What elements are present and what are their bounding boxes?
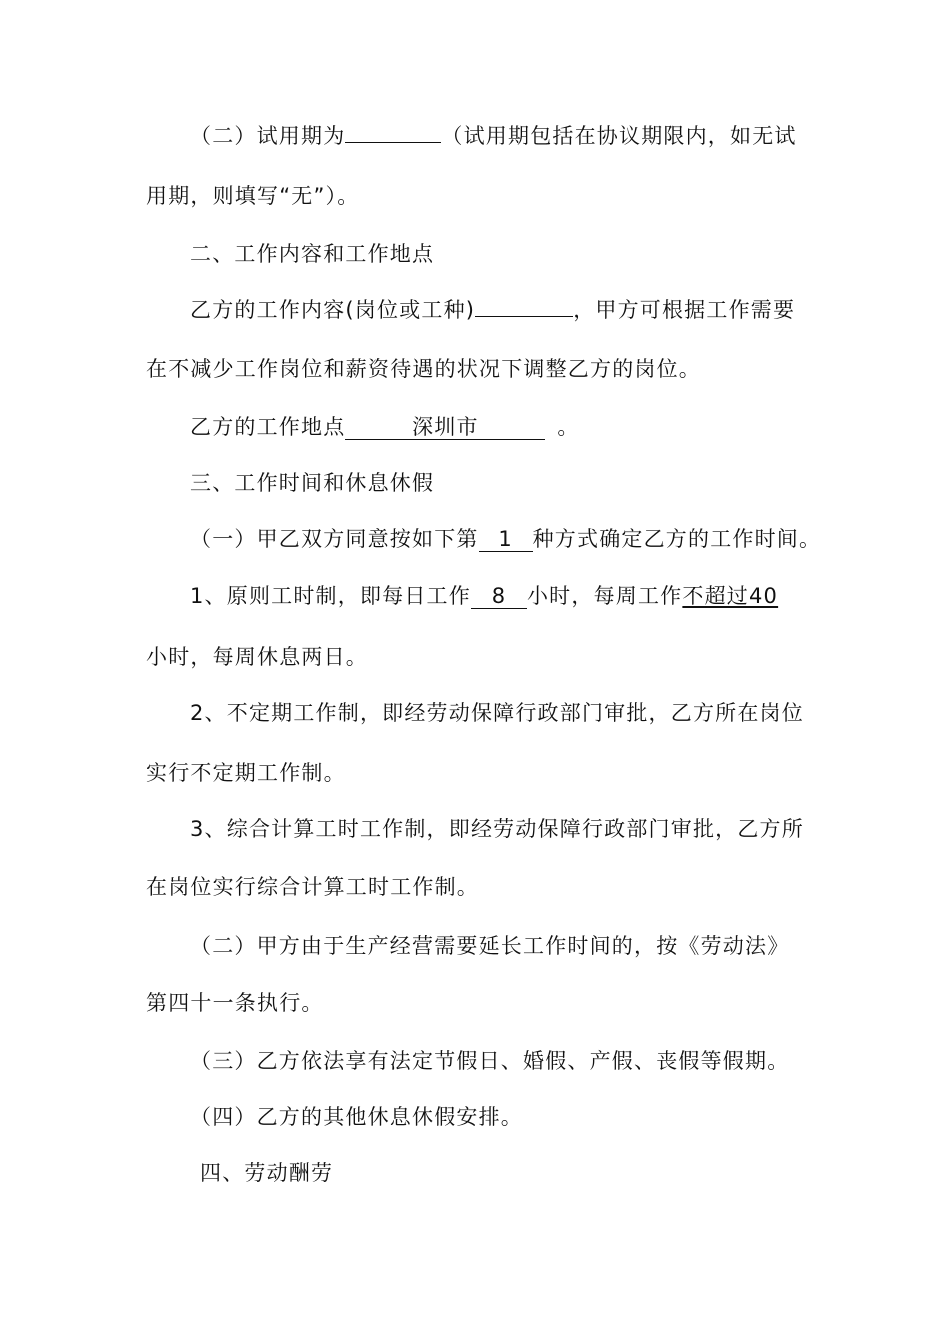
work-content-cont: 在不减少工作岗位和薪资待遇的状况下调整乙方的岗位。 [146, 357, 701, 381]
irregular-hours-cont: 实行不定期工作制。 [146, 761, 346, 785]
overtime-line: （二）甲方由于生产经营需要延长工作时间的，按《劳动法》 [190, 934, 790, 958]
standard-hours-label: 1、原则工时制，即每日工作 [190, 584, 471, 608]
work-time-method-label: （一）甲乙双方同意按如下第 [190, 527, 479, 551]
work-content-line [190, 296, 795, 324]
irregular-hours-line: 2、不定期工作制，即经劳动保障行政部门审批，乙方所在岗位 [190, 701, 804, 725]
probation-note: （试用期包括在协议期限内，如无试 [441, 124, 797, 148]
probation-note-cont: 用期，则填写“无”）。 [146, 184, 360, 208]
work-location-line [190, 413, 580, 441]
section-heading-work-time: 三、工作时间和休息休假 [190, 471, 435, 495]
section-heading-work-content: 二、工作内容和工作地点 [190, 242, 435, 266]
statutory-holidays-line: （三）乙方依法享有法定节假日、婚假、产假、丧假等假期。 [190, 1049, 790, 1073]
work-location-end: 。 [557, 415, 580, 439]
work-content-note: ，甲方可根据工作需要 [573, 298, 796, 322]
work-content-label: 乙方的工作内容(岗位或工种) [190, 298, 476, 322]
comprehensive-hours-line: 3、综合计算工时工作制，即经劳动保障行政部门审批，乙方所 [190, 817, 804, 841]
probation-line [190, 122, 797, 150]
work-location-label: 乙方的工作地点 [190, 415, 346, 439]
other-leave-line: （四）乙方的其他休息休假安排。 [190, 1105, 523, 1129]
work-time-method-note: 种方式确定乙方的工作时间。 [532, 527, 822, 551]
section-heading-remuneration: 四、劳动酬劳 [200, 1161, 334, 1185]
daily-hours-value: 8 [471, 584, 527, 609]
weekly-hours-value: 不超过40 [682, 584, 779, 608]
weekly-label: 小时，每周工作 [526, 584, 683, 608]
standard-hours-line [190, 582, 778, 610]
standard-hours-cont: 小时，每周休息两日。 [146, 645, 368, 669]
overtime-cont: 第四十一条执行。 [146, 991, 324, 1015]
work-content-blank [475, 316, 573, 317]
probation-label: （二）试用期为 [190, 124, 346, 148]
work-time-method-choice: 1 [479, 527, 533, 552]
work-location-value: 深圳市 [345, 415, 545, 440]
comprehensive-hours-cont: 在岗位实行综合计算工时工作制。 [146, 875, 479, 899]
work-time-method-line [190, 525, 821, 553]
probation-blank [345, 142, 441, 143]
